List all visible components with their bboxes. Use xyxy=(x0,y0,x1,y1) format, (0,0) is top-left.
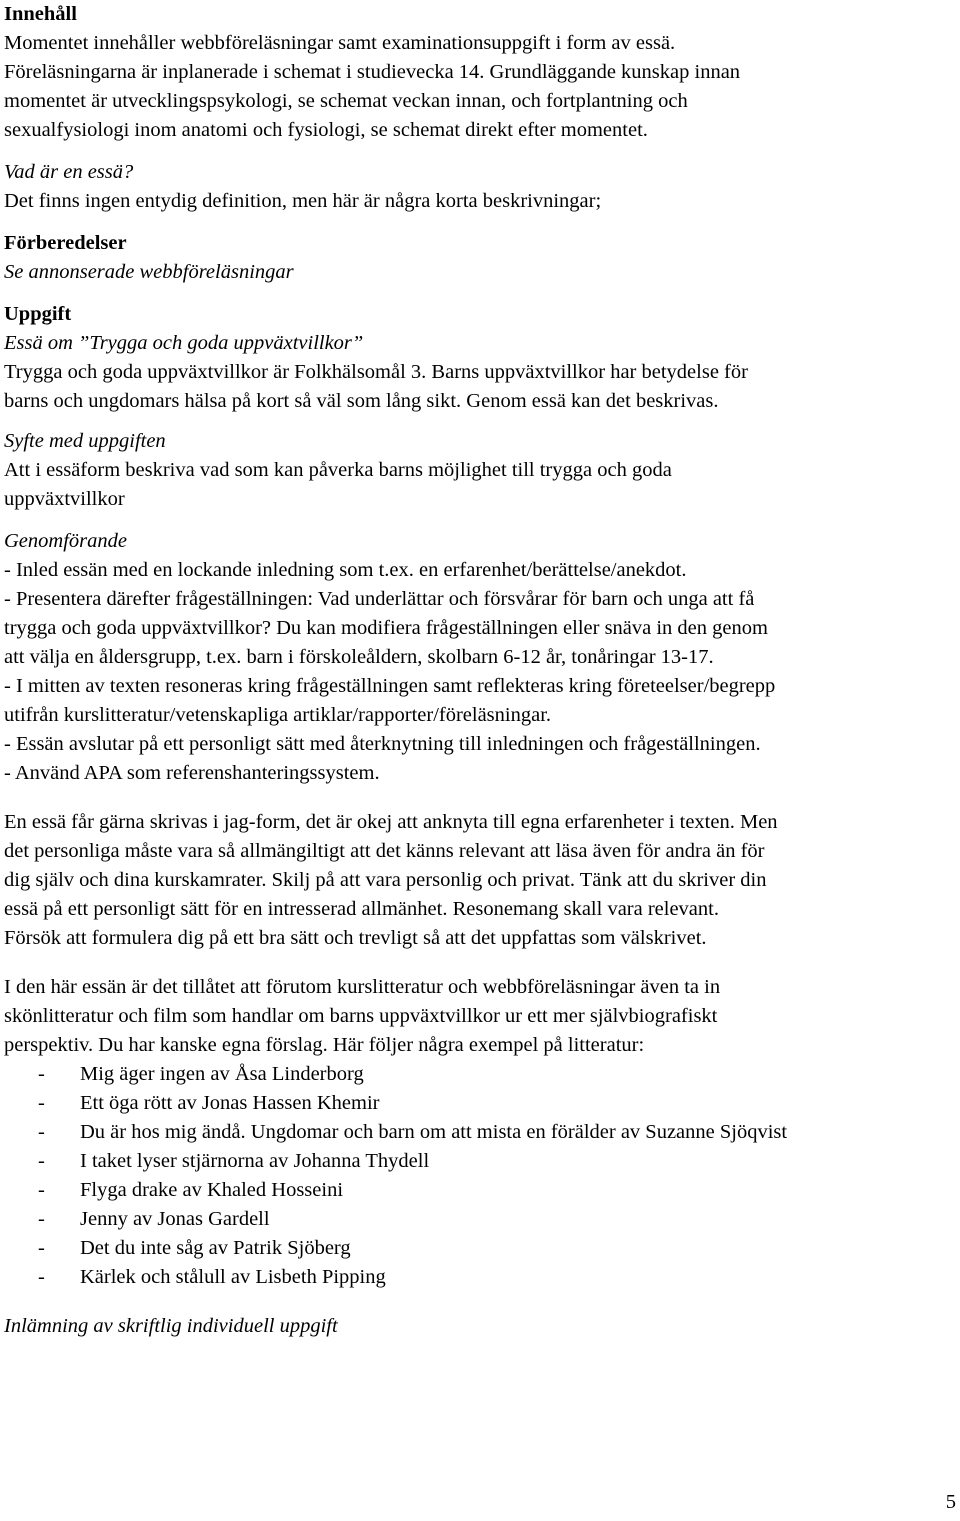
list-bullet: - xyxy=(38,1150,45,1172)
list-item xyxy=(4,1118,956,1147)
spacer xyxy=(4,514,956,527)
list-item xyxy=(4,1089,956,1118)
section-syfte xyxy=(4,427,956,514)
genomforande-line: att välja en åldersgrupp, t.ex. barn i förskoleåldern, skolbarn 6-12 år, tonåringar 13-17. xyxy=(4,646,714,668)
innehall-line: sexualfysiologi inom anatomi och fysiologi, se schemat direkt efter momentet. xyxy=(4,119,648,141)
innehall-line: momentet är utvecklingspsykologi, se schemat veckan innan, och fortplantning och xyxy=(4,90,688,112)
list-item-text: Flyga drake av Khaled Hosseini xyxy=(80,1179,344,1201)
uppgift-line: barns och ungdomars hälsa på kort så väl som lång sikt. Genom essä kan det beskrivas. xyxy=(4,390,719,412)
list-bullet: - xyxy=(38,1266,45,1288)
heading-vad-ar-en-essa: Vad är en essä? xyxy=(4,161,134,183)
heading-syfte: Syfte med uppgiften xyxy=(4,430,166,452)
genomforande-line: - Inled essän med en lockande inledning som t.ex. en erfarenhet/berättelse/anekdot. xyxy=(4,559,687,581)
syfte-line: Att i essäform beskriva vad som kan påverka barns möjlighet till trygga och goda xyxy=(4,459,672,481)
list-bullet: - xyxy=(38,1092,45,1114)
personlig-line: En essä får gärna skrivas i jag-form, det är okej att anknyta till egna erfarenheter i texten. Men xyxy=(4,811,778,833)
litteratur-line: perspektiv. Du har kanske egna förslag. Här följer några exempel på litteratur: xyxy=(4,1034,645,1056)
syfte-line: uppväxtvillkor xyxy=(4,488,125,510)
litteratur-line: I den här essän är det tillåtet att förutom kurslitteratur och webbföreläsningar även ta in xyxy=(4,976,721,998)
section-essa xyxy=(4,158,956,216)
spacer xyxy=(4,216,956,229)
section-genomforande xyxy=(4,527,956,788)
personlig-line: Försök att formulera dig på ett bra sätt och trevligt så att det uppfattas som välskrivet. xyxy=(4,927,707,949)
spacer xyxy=(4,287,956,300)
spacer xyxy=(4,1292,956,1312)
list-item-text: Det du inte såg av Patrik Sjöberg xyxy=(80,1237,351,1259)
personlig-line: det personliga måste vara så allmängiltigt att det känns relevant att läsa även för andra än för xyxy=(4,840,765,862)
spacer xyxy=(4,416,956,427)
section-personlig xyxy=(4,808,956,953)
list-item-text: Kärlek och stålull av Lisbeth Pipping xyxy=(80,1266,386,1288)
list-item xyxy=(4,1234,956,1263)
uppgift-subheading: Essä om ”Trygga och goda uppväxtvillkor” xyxy=(4,332,364,354)
genomforande-line: utifrån kurslitteratur/vetenskapliga artiklar/rapporter/föreläsningar. xyxy=(4,704,552,726)
genomforande-line: trygga och goda uppväxtvillkor? Du kan modifiera frågeställningen eller snäva in den genom xyxy=(4,617,768,639)
list-bullet: - xyxy=(38,1063,45,1085)
list-item xyxy=(4,1205,956,1234)
section-innehall xyxy=(4,0,956,145)
section-forberedelser xyxy=(4,229,956,287)
list-item-text: Du är hos mig ändå. Ungdomar och barn om att mista en förälder av Suzanne Sjöqvist xyxy=(80,1121,788,1143)
genomforande-line: - I mitten av texten resoneras kring frågeställningen samt reflekteras kring företeelser/begrepp xyxy=(4,675,776,697)
innehall-line: Momentet innehåller webbföreläsningar samt examinationsuppgift i form av essä. xyxy=(4,32,676,54)
heading-uppgift: Uppgift xyxy=(4,303,72,325)
section-inlamning xyxy=(4,1312,956,1341)
page-number: 5 xyxy=(945,1491,956,1513)
essa-text: Det finns ingen entydig definition, men här är några korta beskrivningar; xyxy=(4,190,602,212)
innehall-line: Föreläsningarna är inplanerade i schemat i studievecka 14. Grundläggande kunskap innan xyxy=(4,61,741,83)
genomforande-line: - Använd APA som referenshanteringssystem. xyxy=(4,762,380,784)
spacer xyxy=(4,953,956,973)
genomforande-line: - Essän avslutar på ett personligt sätt med återknytning till inledningen och frågeställningen. xyxy=(4,733,761,755)
list-item-text: Mig äger ingen av Åsa Linderborg xyxy=(80,1063,364,1085)
heading-innehall: Innehåll xyxy=(4,3,77,25)
personlig-line: dig själv och dina kurskamrater. Skilj på att vara personlig och privat. Tänk att du skriver din xyxy=(4,869,767,891)
list-item xyxy=(4,1147,956,1176)
list-bullet: - xyxy=(38,1237,45,1259)
list-item xyxy=(4,1263,956,1292)
list-item-text: Ett öga rött av Jonas Hassen Khemir xyxy=(80,1092,380,1114)
section-uppgift xyxy=(4,300,956,416)
list-bullet: - xyxy=(38,1208,45,1230)
litteratur-line: skönlitteratur och film som handlar om barns uppväxtvillkor ur ett mer självbiografiskt xyxy=(4,1005,718,1027)
list-bullet: - xyxy=(38,1121,45,1143)
list-item xyxy=(4,1060,956,1089)
list-item xyxy=(4,1176,956,1205)
forberedelser-text: Se annonserade webbföreläsningar xyxy=(4,261,294,283)
spacer xyxy=(4,788,956,808)
list-bullet: - xyxy=(38,1179,45,1201)
spacer xyxy=(4,145,956,158)
uppgift-line: Trygga och goda uppväxtvillkor är Folkhälsomål 3. Barns uppväxtvillkor har betydelse för xyxy=(4,361,748,383)
section-litteratur xyxy=(4,973,956,1292)
literature-list xyxy=(4,1060,956,1292)
list-item-text: Jenny av Jonas Gardell xyxy=(80,1208,270,1230)
personlig-line: essä på ett personligt sätt för en intresserad allmänhet. Resonemang skall vara relevant. xyxy=(4,898,719,920)
heading-inlamning: Inlämning av skriftlig individuell uppgift xyxy=(4,1315,338,1337)
list-item-text: I taket lyser stjärnorna av Johanna Thydell xyxy=(80,1150,430,1172)
genomforande-line: - Presentera därefter frågeställningen: Vad underlättar och försvårar för barn och unga att få xyxy=(4,588,755,610)
heading-genomforande: Genomförande xyxy=(4,530,127,552)
document-page xyxy=(4,0,956,1341)
heading-forberedelser: Förberedelser xyxy=(4,232,127,254)
